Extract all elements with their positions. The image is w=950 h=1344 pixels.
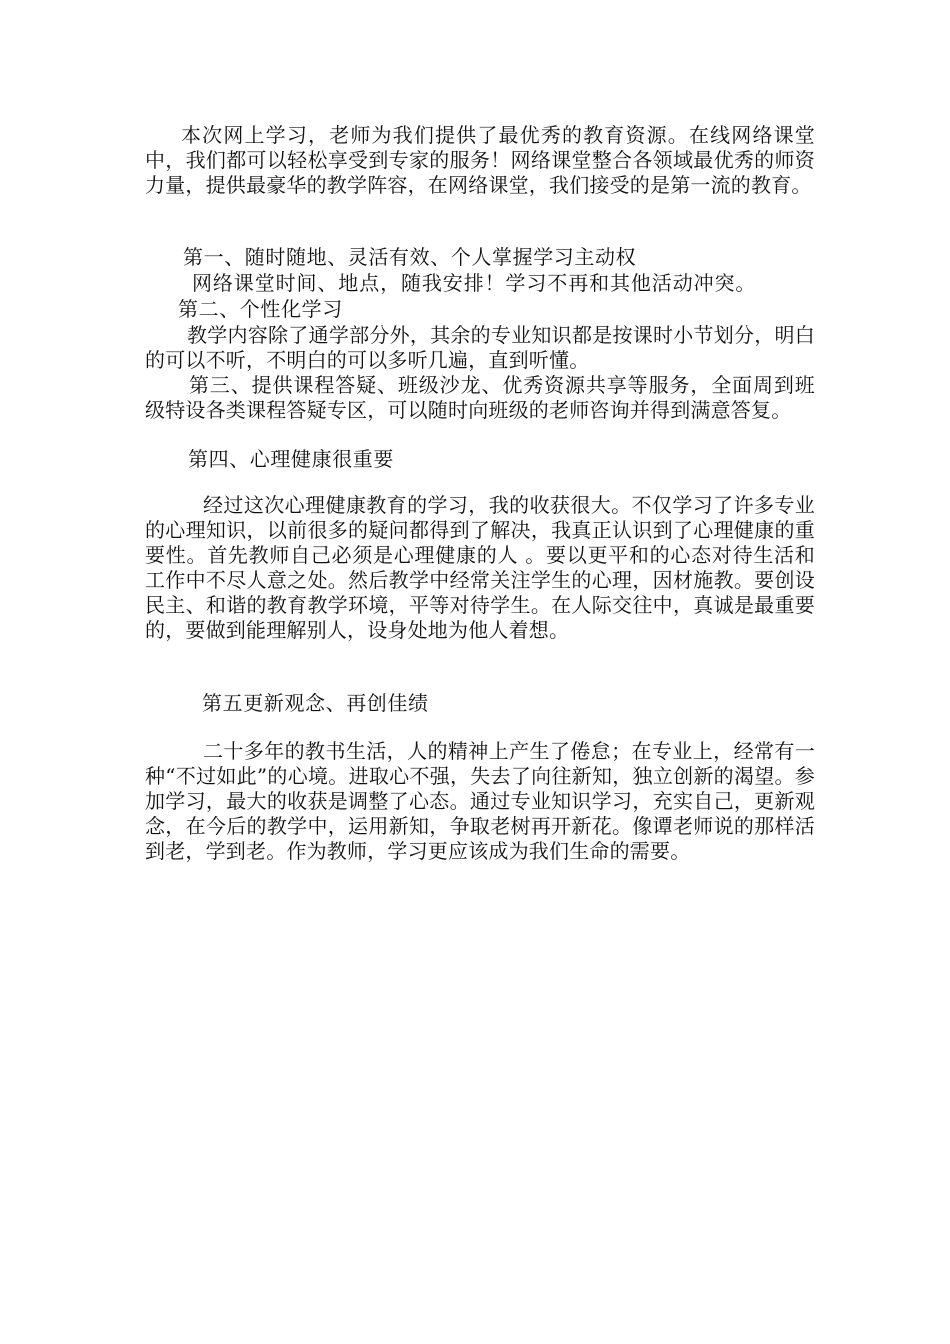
section5-heading: 第五更新观念、再创佳绩 xyxy=(202,691,429,715)
section2-body: 教学内容除了通学部分外，其余的专业知识都是按课时小节划分，明白的可以不听，不明白的可以多听几遍，直到听懂。 xyxy=(145,323,815,372)
section4-body: 经过这次心理健康教育的学习，我的收获很大。不仅学习了许多专业的心理知识，以前很多的疑问都得到了解决，我真正认识到了心理健康的重要性。首先教师自己必须是心理健康的人 。要以更平和的心态对待生活和工作中不尽人意之处。然后教学中经常关注学生的心理，因材施教。要创设民主、和谐的教育教学环境，平等对待学生。在人际交往中，真诚是最重要的，要做到能理解别人，设身处地为他人着想。 xyxy=(145,493,815,642)
section4-heading: 第四、心理健康很重要 xyxy=(188,447,394,471)
section5-body: 二十多年的教书生活，人的精神上产生了倦怠；在专业上，经常有一种“不过如此”的心境。进取心不强，失去了向往新知，独立创新的渴望。参加学习，最大的收获是调整了心态。通过专业知识学习，充实自己，更新观念，在今后的教学中，运用新知，争取老树再开新花。像谭老师说的那样活到老，学到老。作为教师，学习更应该成为我们生命的需要。 xyxy=(145,739,815,863)
section2-heading: 第二、个性化学习 xyxy=(178,297,343,321)
section3-body: 第三、提供课程答疑、班级沙龙、优秀资源共享等服务，全面周到班级特设各类课程答疑专区，可以随时向班级的老师咨询并得到满意答复。 xyxy=(145,373,815,422)
section1-heading: 第一、随时随地、灵活有效、个人掌握学习主动权 xyxy=(183,245,637,269)
intro-paragraph: 本次网上学习，老师为我们提供了最优秀的教育资源。在线网络课堂中，我们都可以轻松享受到专家的服务！网络课堂整合各领域最优秀的师资力量，提供最豪华的教学阵容，在网络课堂，我们接受的是第一流的教育。 xyxy=(145,123,815,197)
section1-body: 网络课堂时间、地点，随我安排！学习不再和其他活动冲突。 xyxy=(192,271,757,295)
